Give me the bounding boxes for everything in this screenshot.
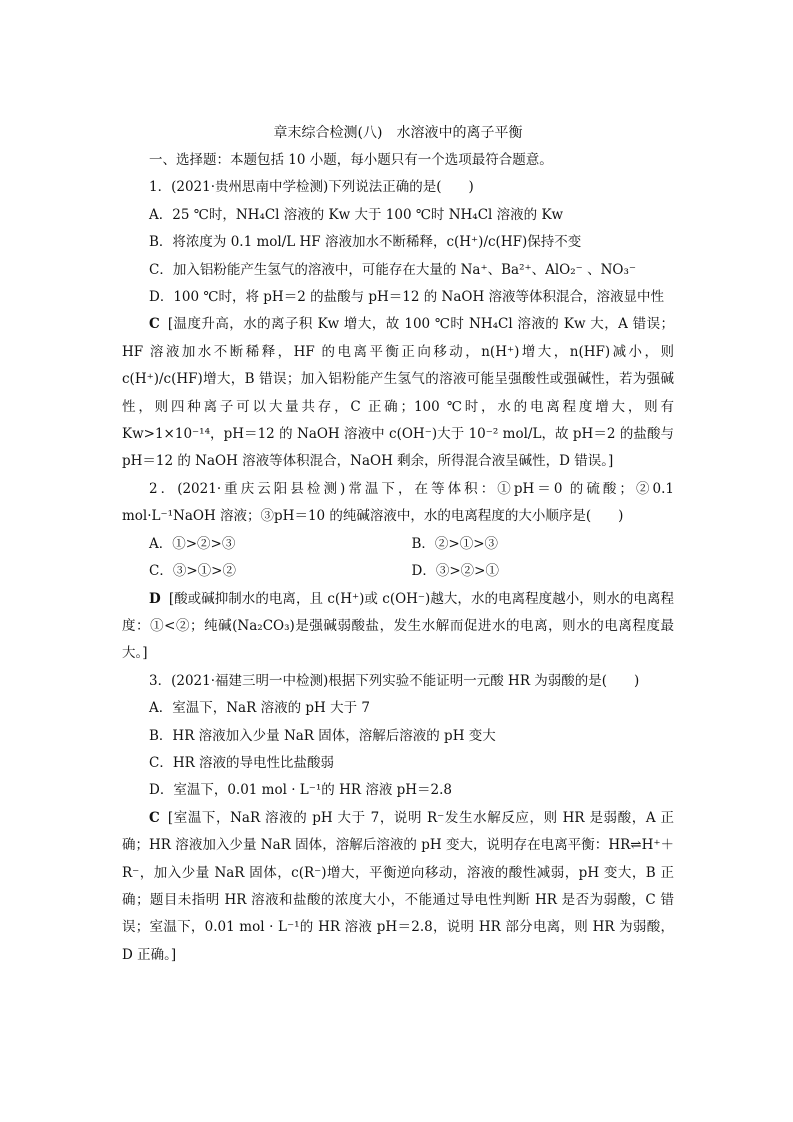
section-heading: 一、选择题：本题包括 10 小题，每小题只有一个选项最符合题意。 — [149, 152, 553, 168]
answer-explanation — [122, 586, 674, 668]
option-a: A．①>②>③ — [149, 535, 236, 552]
question-stem: 2．(2021·重庆云阳县检测)常温下，在等体积：①pH＝0 的硫酸；②0.1 mol·L⁻¹NaOH 溶液；③pH＝10 的纯碱溶液中，水的电离程度的大小顺序是( ) — [122, 480, 674, 525]
explanation-text: [酸或碱抑制水的电离，且 c(H⁺)或 c(OH⁻)越大，水的电离程度越小，则水的电离程度：①<②；纯碱(Na₂CO₃)是强碱弱酸盐，发生水解而促进水的电离，则水的电离程度最大。] — [122, 590, 674, 662]
option-a: A．室温下，NaR 溶液的 pH 大于 7 — [149, 700, 370, 717]
question-stem: 3．(2021·福建三明一中检测)根据下列实验不能证明一元酸 HR 为弱酸的是( ) — [149, 672, 640, 689]
option-c: C．③>①>② — [149, 563, 236, 580]
options-row — [122, 558, 674, 585]
question-3 — [122, 668, 674, 969]
page-content — [122, 120, 674, 969]
answer-letter: D — [149, 590, 161, 607]
answer-letter: C — [149, 809, 160, 826]
question-stem: 1．(2021·贵州思南中学检测)下列说法正确的是( ) — [149, 179, 474, 196]
option-d: D．100 ℃时，将 pH＝2 的盐酸与 pH＝12 的 NaOH 溶液等体积混合，溶液显中性 — [149, 289, 665, 306]
explanation-text: [室温下，NaR 溶液的 pH 大于 7，说明 R⁻发生水解反应，则 HR 是弱酸，A 正确；HR 溶液加入少量 NaR 固体，溶解后溶液的 pH 变大，说明存在电离平衡：HR⇌H⁺＋R⁻，加入少量 NaR 固体，c(R⁻)增大，平衡逆向移动，溶液的酸性减弱，pH 变大，B 正确；题目未指明 HR 溶液和盐酸的浓度大小，不能通过导电性判断 HR 是否为弱酸，C 错误；室温下，0.01 mol · L⁻¹的 HR 溶液 pH＝2.8，说明 HR 部分电离，则 HR 为弱酸，D 正确。] — [122, 809, 674, 963]
answer-letter: C — [149, 316, 160, 333]
option-b: B．②>①>③ — [411, 535, 499, 552]
question-1 — [122, 174, 674, 475]
option-c: C．加入铝粉能产生氢气的溶液中，可能存在大量的 Na⁺、Ba²⁺、AlO₂⁻ 、NO₃⁻ — [149, 261, 636, 278]
option-a: A．25 ℃时，NH₄Cl 溶液的 Kw 大于 100 ℃时 NH₄Cl 溶液的 Kw — [149, 206, 564, 223]
options-row — [122, 531, 674, 558]
question-2 — [122, 476, 674, 668]
answer-explanation — [122, 311, 674, 475]
option-b: B．将浓度为 0.1 mol/L HF 溶液加水不断稀释，c(H⁺)/c(HF)保持不变 — [149, 234, 582, 251]
option-b: B．HR 溶液加入少量 NaR 固体，溶解后溶液的 pH 变大 — [149, 727, 496, 744]
option-c: C．HR 溶液的导电性比盐酸弱 — [149, 754, 335, 771]
page-title: 章末综合检测(八) 水溶液中的离子平衡 — [273, 125, 523, 141]
option-d: D．室温下，0.01 mol · L⁻¹的 HR 溶液 pH＝2.8 — [149, 782, 452, 799]
answer-explanation — [122, 805, 674, 969]
explanation-text: [温度升高，水的离子积 Kw 增大，故 100 ℃时 NH₄Cl 溶液的 Kw 大，A 错误；HF 溶液加水不断稀释，HF 的电离平衡正向移动，n(H⁺)增大，n(HF)减小，则 c(H⁺)/c(HF)增大，B 错误；加入铝粉能产生氢气的溶液可能呈强酸性或强碱性，若为强碱性，则四种离子可以大量共存，C 正确；100 ℃时，水的电离程度增大，则有 Kw>1×10⁻¹⁴，pH＝12 的 NaOH 溶液中 c(OH⁻)大于 10⁻² mol/L，故 pH＝2 的盐酸与 pH＝12 的 NaOH 溶液等体积混合，NaOH 剩余，所得混合液呈碱性，D 错误。] — [122, 316, 674, 470]
option-d: D．③>②>① — [411, 563, 499, 580]
